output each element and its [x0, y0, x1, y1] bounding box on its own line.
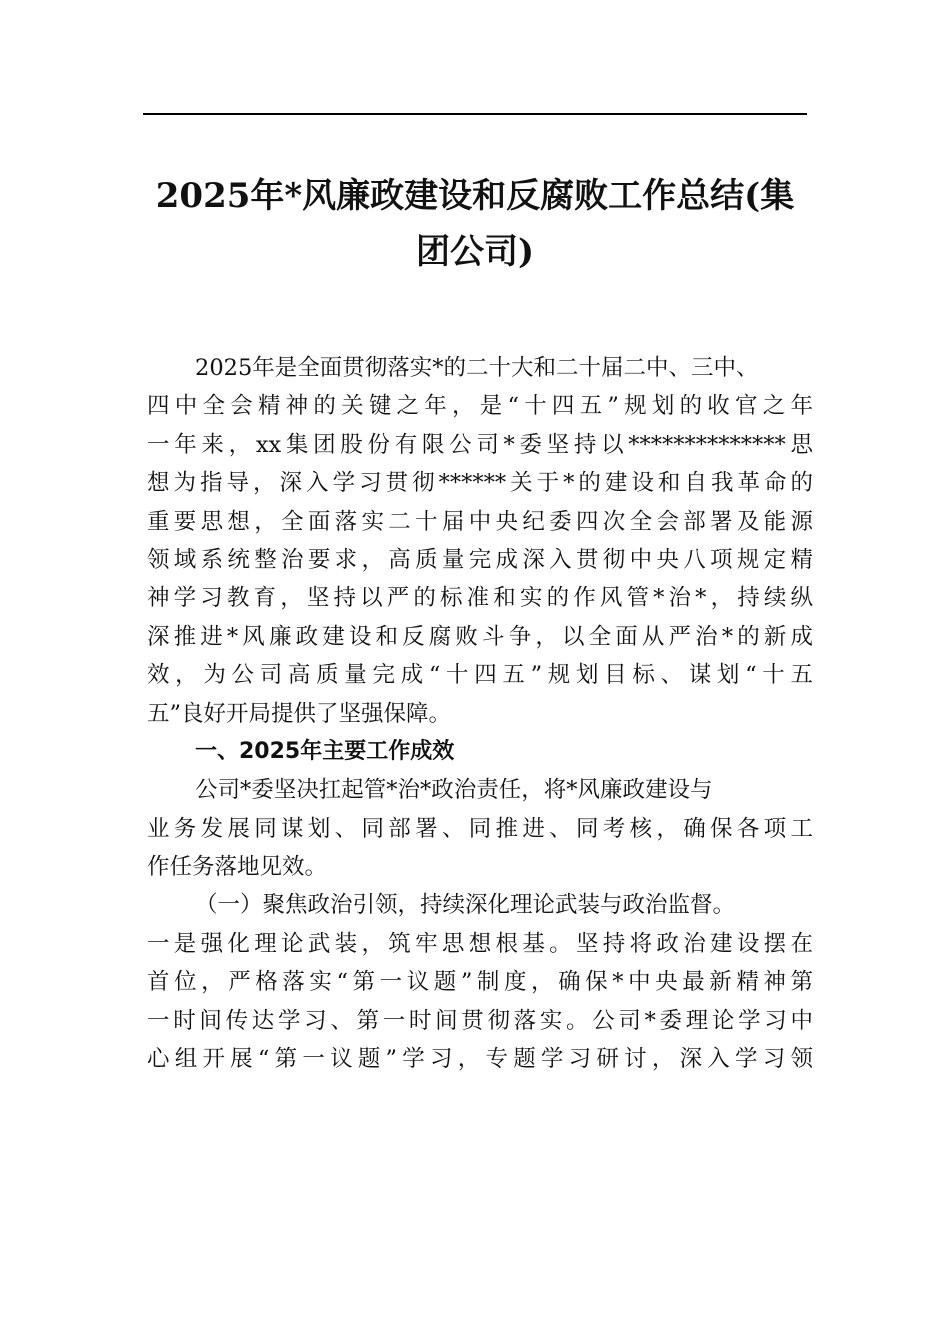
header-rule [143, 113, 807, 115]
paragraph-line: 心组开展“第一议题”学习，专题学习研讨，深入学习领 [147, 1046, 813, 1073]
paragraph-line: 首位，严格落实“第一议题”制度，确保*中央最新精神第 [147, 969, 813, 996]
section-heading: 一、2025年主要工作成效 [195, 738, 455, 764]
paragraph-line: 2025年是全面贯彻落实*的二十大和二十届二中、三中、 [195, 355, 759, 381]
paragraph-line: 重要思想，全面落实二十届中央纪委四次全会部署及能源 [147, 508, 813, 535]
title-line-1: 2025年*风廉政建设和反腐败工作总结(集 [155, 176, 795, 216]
paragraph-line: 作任务落地见效。 [147, 854, 328, 881]
paragraph-line: 想为指导，深入学习贯彻******关于*的建设和自我革命的 [147, 470, 813, 497]
paragraph-line: 神学习教育，坚持以严的标准和实的作风管*治*，持续纵 [147, 585, 813, 612]
paragraph-line: 深推进*风廉政建设和反腐败斗争，以全面从严治*的新成 [147, 623, 813, 650]
subsection-heading: （一）聚焦政治引领，持续深化理论武装与政治监督。 [195, 892, 736, 919]
paragraph-line: 业务发展同谋划、同部署、同推进、同考核，确保各项工 [147, 815, 813, 842]
title-line-2: 团公司) [415, 232, 535, 272]
paragraph-line: 一年来，xx集团股份有限公司*委坚持以**************思 [147, 431, 813, 458]
paragraph-line: 效，为公司高质量完成“十四五”规划目标、谋划“十五 [147, 662, 813, 689]
paragraph-line: 五”良好开局提供了坚强保障。 [147, 700, 452, 727]
document-body [147, 349, 813, 1078]
document-title [150, 168, 800, 280]
paragraph-line: 一是强化理论武装，筑牢思想根基。坚持将政治建设摆在 [147, 930, 813, 957]
paragraph-line: 公司*委坚决扛起管*治*政治责任，将*风廉政建设与 [195, 777, 713, 804]
paragraph-line: 四中全会精神的关键之年，是“十四五”规划的收官之年 [147, 393, 813, 420]
paragraph-line: 一时间传达学习、第一时间贯彻落实。公司*委理论学习中 [147, 1007, 813, 1034]
paragraph-line: 领域系统整治要求，高质量完成深入贯彻中央八项规定精 [147, 546, 813, 573]
